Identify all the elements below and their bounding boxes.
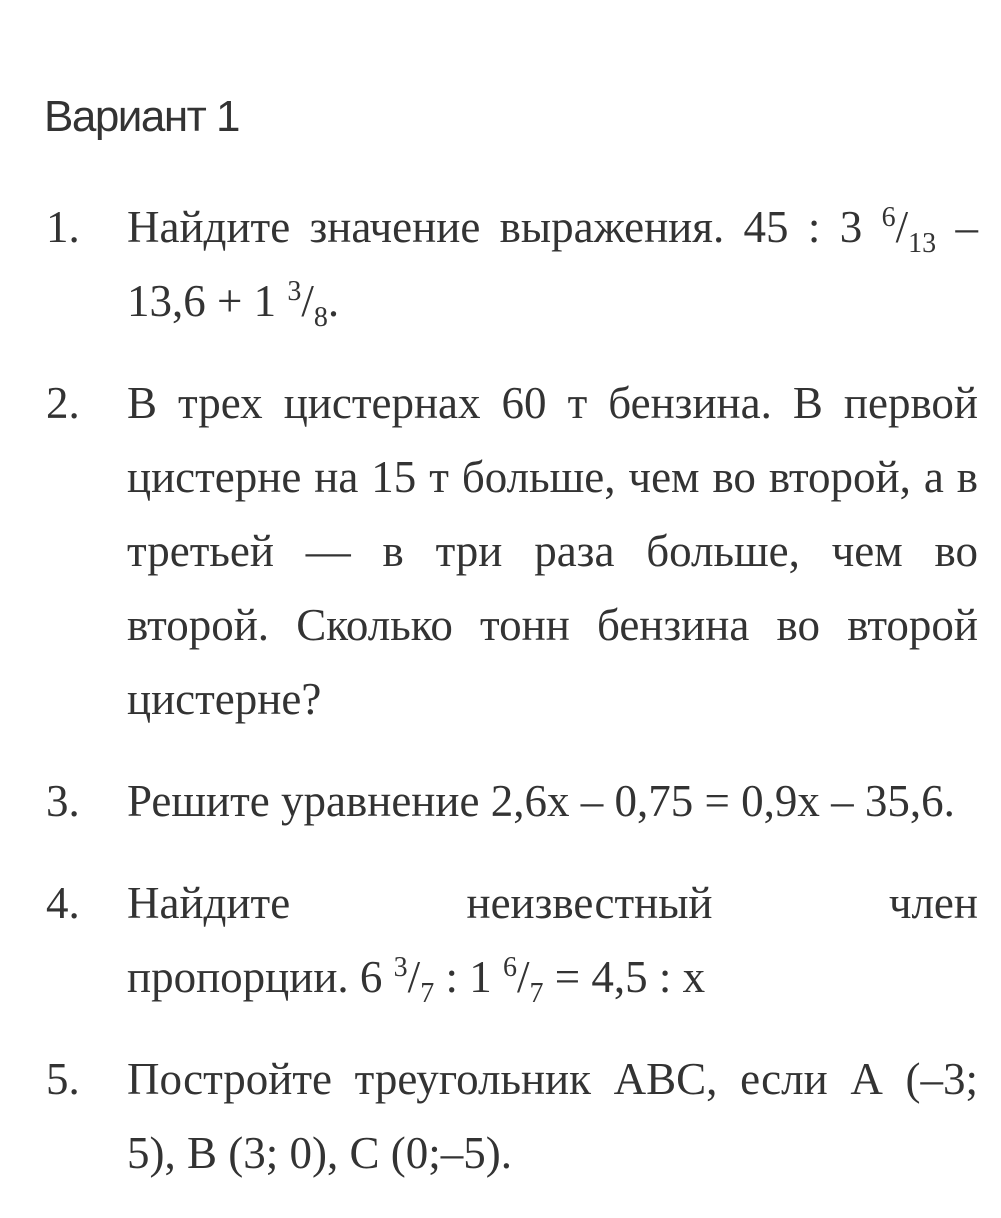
task-word: неизвестный (466, 878, 713, 928)
fraction-numerator: 6 (502, 952, 517, 983)
fraction-slash: / (407, 952, 421, 1002)
page-title: Вариант 1 (44, 92, 239, 141)
fraction-denominator: 13 (908, 228, 937, 259)
fraction-numerator: 3 (287, 276, 302, 307)
fraction-slash: / (516, 952, 530, 1002)
fraction-denominator: 7 (529, 978, 544, 1009)
fraction-numerator: 6 (881, 202, 896, 233)
task-text: Постройте треугольник АВС, если А (–3; 5), В (3; 0), С (0;–5). (127, 1054, 978, 1178)
task-3 (0, 764, 978, 838)
task-text (127, 190, 978, 338)
fraction-slash: / (895, 202, 909, 252)
task-text-part: = 4,5 : х (543, 952, 706, 1002)
task-text-part: : 1 (434, 952, 503, 1002)
task-text-part: Найдите значение выражения. 45 : 3 (127, 202, 882, 252)
task-text-part: . (327, 276, 340, 326)
task-number: 1. (46, 202, 80, 252)
task-text: Решите уравнение 2,6х – 0,75 = 0,9х – 35,6. (127, 776, 955, 826)
task-text-part: пропорции. 6 (127, 952, 394, 1002)
task-word: член (888, 878, 978, 928)
fraction-slash: / (301, 276, 314, 326)
task-number: 5. (46, 1054, 80, 1104)
task-text-line (127, 866, 978, 940)
fraction-denominator: 7 (420, 978, 435, 1009)
task-1 (0, 190, 978, 338)
fraction-denominator: 8 (313, 302, 328, 333)
task-text: В трех цистернах 60 т бензина. В первой цистерне на 15 т больше, чем во второй, а в третьей — в три раза больше, чем во второй. Сколько тонн бензина во второй цистерне? (127, 378, 978, 724)
task-text-line (127, 952, 706, 1009)
task-text (127, 866, 978, 1014)
fraction-numerator: 3 (393, 952, 408, 983)
task-word: Найдите (127, 878, 291, 928)
task-number: 2. (46, 378, 80, 428)
task-4 (0, 866, 978, 1014)
task-text-part: – 13,6 + 1 (127, 202, 978, 326)
task-5 (0, 1042, 978, 1190)
task-list (0, 190, 1001, 1218)
task-2 (0, 366, 978, 736)
task-number: 3. (46, 776, 80, 826)
task-number: 4. (46, 878, 80, 928)
